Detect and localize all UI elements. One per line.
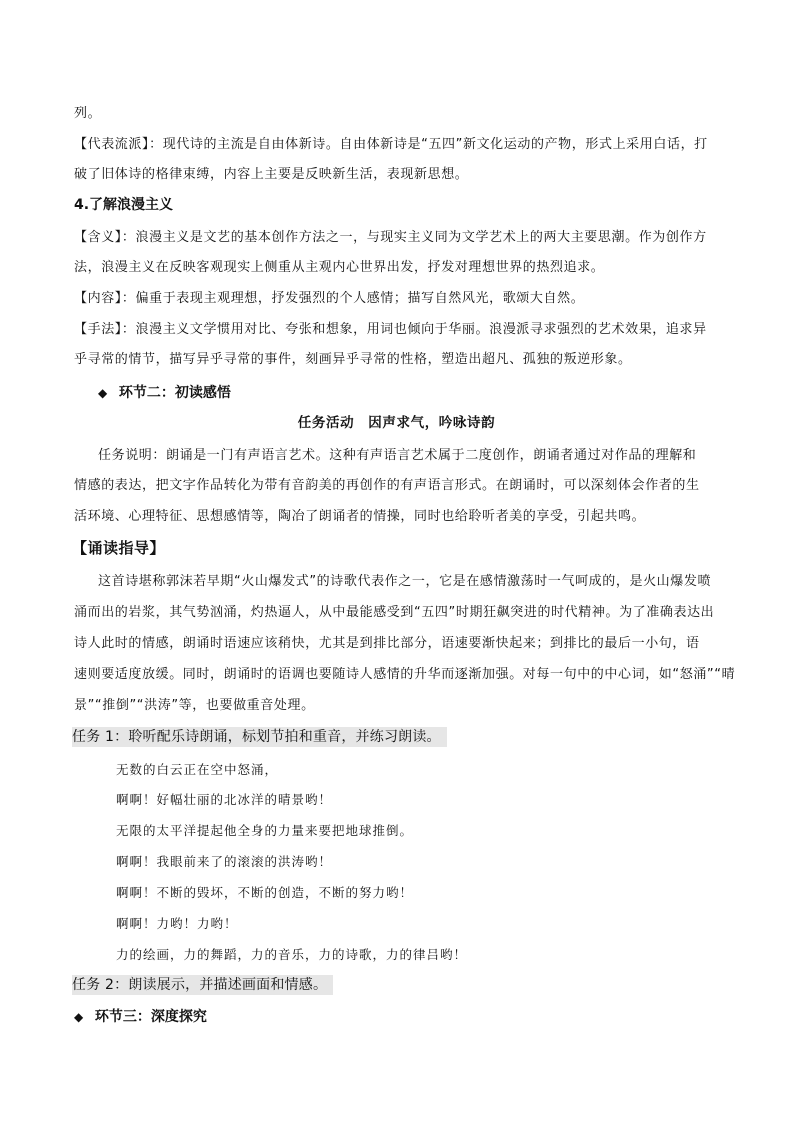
task-desc-line-3: 活环境、心理特征、思想感情等，陶冶了朗诵者的情操，同时也给聆听者美的享受，引起共鸣。 [74, 509, 646, 524]
method-line-1: 【手法】：浪漫主义文学惯用对比、夸张和想象，用词也倾向于华丽。浪漫派寻求强烈的艺术效果，追求异 [74, 322, 707, 337]
task-1-text: 任务 1：聆听配乐诗朗诵，标划节拍和重音，并练习朗读。 [72, 727, 447, 747]
guide-line-1: 这首诗堪称郭沫若早期“火山爆发式”的诗歌代表作之一，它是在感情激荡时一气呵成的，是火山爆发喷 [98, 574, 712, 589]
stage-3-title: 环节三：深度探究 [94, 1009, 207, 1025]
guide-line-3: 诗人此时的情感，朗诵时语速应该稍快，尤其是到排比部分，语速要渐快起来；到排比的最后一小句，语 [74, 636, 700, 651]
meaning-line-1: 【含义】：浪漫主义是文艺的基本创作方法之一，与现实主义同为文学艺术上的两大主要思潮。作为创作方 [74, 230, 707, 245]
task-desc-line-1: 任务说明：朗诵是一门有声语言艺术。这种有声语言艺术属于二度创作，朗诵者通过对作品的理解和 [98, 448, 697, 463]
guide-line-2: 涌而出的岩浆，其气势汹涌，灼热逼人，从中最能感受到“五四”时期狂飙突进的时代精神。为了准确表达出 [74, 605, 715, 620]
poem-line-4: 啊啊！我眼前来了的滚滚的洪涛哟！ [116, 854, 333, 869]
stage-3-heading [74, 1007, 724, 1027]
task-desc-line-2: 情感的表达，把文字作品转化为带有音韵美的再创作的有声语言形式。在朗诵时，可以深刻体会作者的生 [74, 478, 700, 493]
intro-tail: 列。 [74, 106, 102, 121]
school-paragraph-line-1 [74, 135, 724, 155]
school-paragraph-line-2: 破了旧体诗的格律束缚，内容上主要是反映新生活，表现新思想。 [74, 167, 469, 182]
poem-line-5: 啊啊！不断的毁坏，不断的创造，不断的努力哟！ [116, 885, 414, 900]
poem-line-6: 啊啊！力哟！力哟！ [116, 916, 238, 931]
school-label: 【代表流派】 [74, 137, 150, 152]
poem-line-3: 无限的太平洋提起他全身的力量来要把地球推倒。 [116, 823, 414, 838]
poem-line-2: 啊啊！好幅壮丽的北冰洋的晴景哟！ [116, 792, 333, 807]
school-text-1: ：现代诗的主流是自由体新诗。自由体新诗是“五四”新文化运动的产物，形式上采用白话，打 [149, 137, 708, 152]
stage-2-heading [98, 383, 748, 403]
task-1-row [72, 727, 722, 748]
diamond-bullet-icon: ◆ [98, 386, 108, 400]
meaning-line-2: 法，浪漫主义在反映客观现实上侧重从主观内心世界出发，抒发对理想世界的热烈追求。 [74, 260, 605, 275]
method-line-2: 乎寻常的情节，描写异乎寻常的事件，刻画异乎寻常的性格，塑造出超凡、孤独的叛逆形象。 [74, 352, 632, 367]
content-line: 【内容】：偏重于表现主观理想，抒发强烈的个人感情；描写自然风光，歌颂大自然。 [74, 291, 585, 306]
task-activity-title: 任务活动 因声求气，吟咏诗韵 [297, 415, 496, 431]
guide-line-4: 速则要适度放缓。同时，朗诵时的语调也要随诗人感情的升华而逐渐加强。对每一句中的中心词，如“怒涌”“晴 [74, 667, 736, 682]
stage-2-title: 环节二：初读感悟 [118, 385, 231, 401]
poem-line-1: 无数的白云正在空中怒涌， [116, 762, 279, 777]
guide-line-5: 景”“推倒”“洪涛”等，也要做重音处理。 [74, 698, 315, 713]
guide-title: 【诵读指导】 [72, 539, 166, 557]
section-4-title: 4.了解浪漫主义 [74, 197, 174, 213]
diamond-bullet-icon: ◆ [74, 1010, 84, 1024]
task-2-text: 任务 2：朗读展示，并描述画面和情感。 [72, 975, 333, 995]
task-2-row [72, 975, 722, 996]
poem-line-7: 力的绘画，力的舞蹈，力的音乐，力的诗歌，力的律吕哟！ [116, 947, 468, 962]
